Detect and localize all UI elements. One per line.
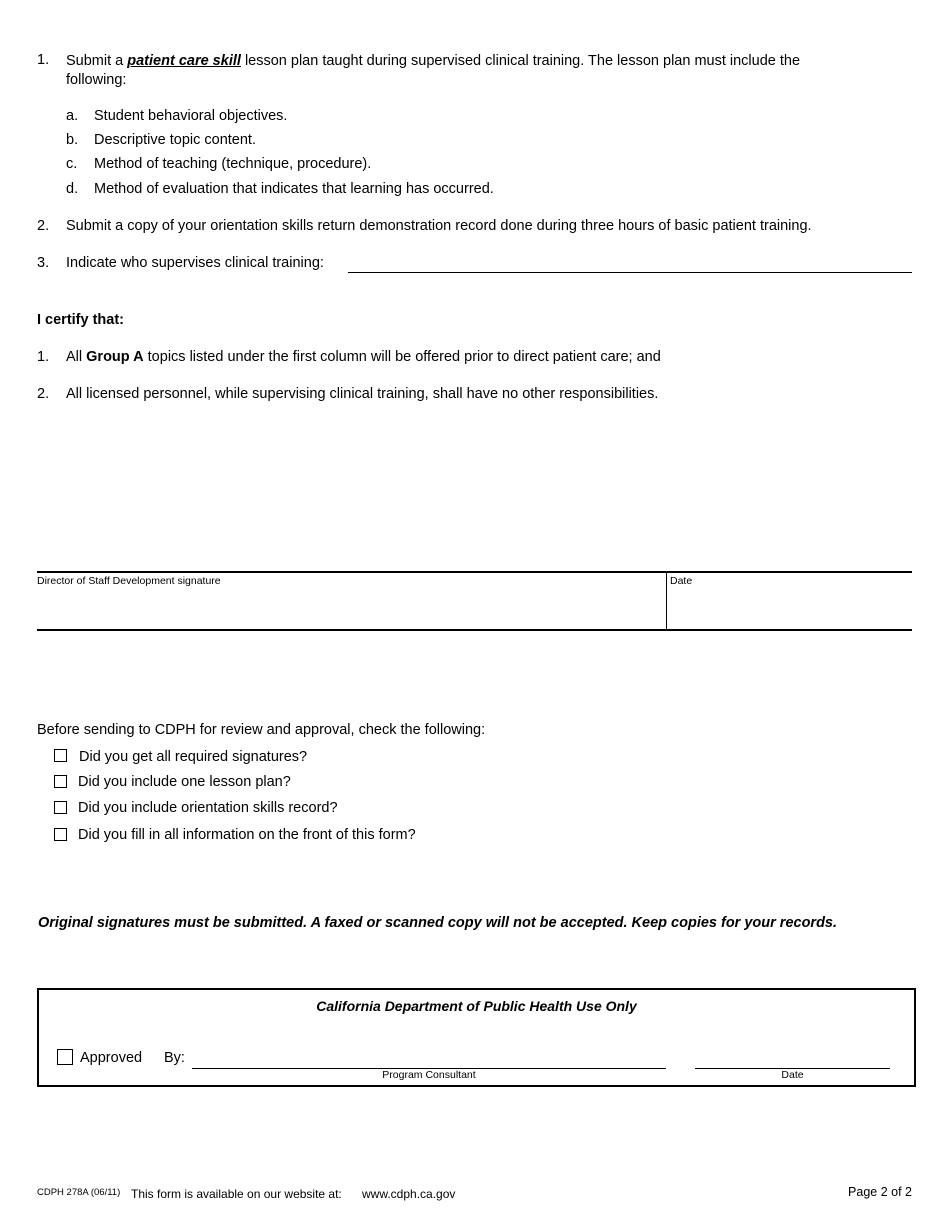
signature-date-label: Date: [670, 575, 693, 587]
director-signature-label: Director of Staff Development signature: [37, 575, 221, 587]
certify-2-number: 2.: [37, 386, 50, 402]
certify-1-text: [66, 349, 661, 365]
checklist-item-skills-record: Did you include orientation skills record?: [78, 800, 338, 816]
certify-1-pre: All: [66, 349, 83, 365]
approval-date-label: Date: [781, 1069, 804, 1081]
checklist-item-front-info: Did you fill in all information on the front of this form?: [78, 827, 416, 843]
item-1-text: [66, 52, 886, 90]
checklist-item-signatures: Did you get all required signatures?: [79, 749, 308, 765]
supervisor-field[interactable]: [348, 272, 912, 273]
checklist-item-lesson-plan: Did you include one lesson plan?: [78, 774, 291, 790]
by-label: By:: [164, 1050, 185, 1066]
checklist-checkbox-skills-record[interactable]: [54, 801, 67, 814]
item-1-post-2: following:: [66, 72, 127, 88]
checklist-intro: Before sending to CDPH for review and approval, check the following:: [37, 722, 486, 738]
certify-1-number: 1.: [37, 349, 50, 365]
checklist-checkbox-lesson-plan[interactable]: [54, 775, 67, 788]
item-1-number: 1.: [37, 52, 50, 68]
program-consultant-label: Program Consultant: [382, 1069, 476, 1081]
subitem-d-letter: d.: [66, 181, 79, 197]
footer-website-url[interactable]: www.cdph.ca.gov: [362, 1187, 456, 1201]
approved-label: Approved: [80, 1050, 143, 1066]
certify-1-post: topics listed under the first column will be offered prior to direct patient care; and: [147, 349, 661, 365]
approved-checkbox[interactable]: [57, 1049, 73, 1065]
director-signature-field[interactable]: [37, 573, 666, 629]
certify-2-text: All licensed personnel, while supervising clinical training, shall have no other responsibilities.: [66, 386, 659, 402]
item-1-post: lesson plan taught during supervised clinical training. The lesson plan must include the: [244, 53, 801, 69]
original-signatures-notice: Original signatures must be submitted. A faxed or scanned copy will not be accepted. Keep copies for your records.: [38, 915, 838, 931]
item-2-number: 2.: [37, 218, 50, 234]
checklist-checkbox-signatures[interactable]: [54, 749, 67, 762]
form-id: CDPH 278A (06/11): [37, 1187, 121, 1198]
checklist-checkbox-front-info[interactable]: [54, 828, 67, 841]
subitem-b-letter: b.: [66, 132, 79, 148]
item-1-emphasis: patient care skill: [127, 53, 241, 69]
signature-date-field[interactable]: [667, 573, 912, 629]
item-2-text: Submit a copy of your orientation skills return demonstration record done during three hours of basic patient training.: [66, 218, 812, 234]
item-3-number: 3.: [37, 255, 50, 271]
cdph-use-only-box: [37, 988, 916, 1087]
subitem-a-letter: a.: [66, 108, 79, 124]
cdph-box-title: California Department of Public Health Use Only: [316, 998, 637, 1014]
subitem-b-text: Descriptive topic content.: [94, 132, 256, 148]
footer-website-text: This form is available on our website at:: [131, 1187, 342, 1201]
certify-heading: I certify that:: [37, 312, 125, 328]
item-1-pre: Submit a: [66, 53, 124, 69]
signature-block: [37, 571, 912, 631]
subitem-d-text: Method of evaluation that indicates that learning has occurred.: [94, 181, 494, 197]
subitem-a-text: Student behavioral objectives.: [94, 108, 288, 124]
subitem-c-text: Method of teaching (technique, procedure).: [94, 156, 372, 172]
item-3-text: Indicate who supervises clinical training:: [66, 255, 324, 271]
page-number: Page 2 of 2: [848, 1185, 912, 1199]
subitem-c-letter: c.: [66, 156, 78, 172]
certify-1-bold: Group A: [86, 349, 144, 365]
